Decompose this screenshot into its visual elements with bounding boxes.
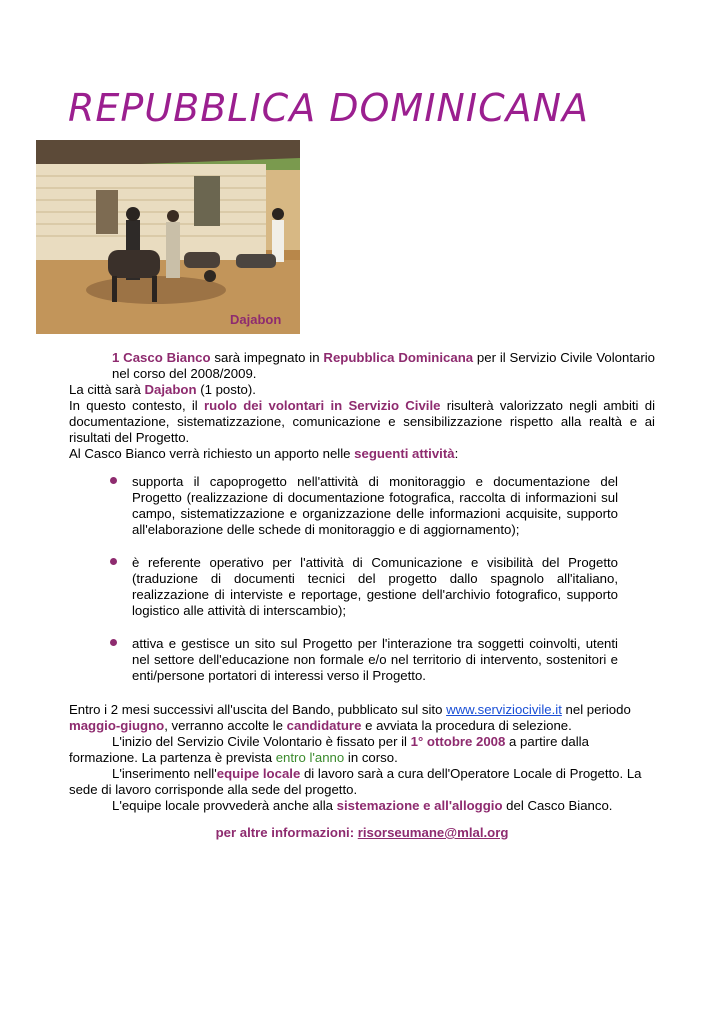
start-date-highlight: 1° ottobre 2008 [410,734,506,749]
selection-text: e avviata la procedura di selezione. [361,718,572,733]
selection-text: nel periodo [561,702,631,717]
lodging-paragraph [69,798,655,814]
activities-text: Al Casco Bianco verrà richiesto un apporto nelle [69,446,355,461]
selection-text: , verranno accolte le [164,718,287,733]
lodging-text: L'equipe locale provvederà anche alla [112,798,337,813]
selection-paragraph [69,702,655,734]
contact-label: per altre informazioni: [215,825,358,840]
bullet-icon [110,639,117,646]
activities-intro [69,446,655,462]
city-text: La città sarà [69,382,145,397]
equipe-highlight: equipe locale [216,766,301,781]
contact-line [0,825,724,840]
activities-list [110,474,618,701]
bullet-icon [110,558,117,565]
dajabon-street-photo [36,140,300,334]
intro-text: per il Servizio Civile Volontario nel corso del 2008/2009. [112,350,655,381]
activity-text: è referente operativo per l'attività di Comunicazione e visibilità del Progetto (traduzione di documenti tecnici del progetto dallo spagnolo all'italiano, realizzazione di interviste e reportage, gestione dell'archivio fotografico, supporto logistico alle attività di interscambio); [132,555,618,618]
page-title: REPUBBLICA DOMINICANA [68,86,590,130]
list-item [110,474,618,538]
list-item [110,636,618,684]
start-text: a partire dalla formazione. La partenza è prevista [69,734,589,765]
departure-highlight: entro l'anno [275,750,345,765]
context-text: risulterà valorizzato negli ambiti di documentazione, sistematizzazione, comunicazione e sensibilizzazione rispetto alla realtà e ai risultati del Progetto. [69,398,655,445]
start-paragraph [69,734,655,766]
equipe-text: di lavoro sarà a cura dell'Operatore Locale di Progetto. La sede di lavoro corrisponde alla sede del progetto. [69,766,642,797]
activity-text: supporta il capoprogetto nell'attività di monitoraggio e documentazione del Progetto (realizzazione di documentazione fotografica, raccolta di informazioni sul campo, sistematizzazione e organizzazione delle informazioni acquisite, supporto all'elaborazione delle schede di monitoraggio e di aggiornamento); [132,474,618,537]
bullet-icon [110,477,117,484]
start-text: in corso. [344,750,398,765]
period-highlight: maggio-giugno [69,718,165,733]
equipe-text: L'inserimento nell' [112,766,217,781]
applications-highlight: candidature [286,718,362,733]
city-line [69,382,655,398]
start-text: L'inizio del Servizio Civile Volontario è fissato per il [112,734,411,749]
photo-caption: Dajabon [230,312,282,327]
lodging-text: del Casco Bianco. [502,798,613,813]
activity-text: attiva e gestisce un sito sul Progetto per l'interazione tra soggetti coinvolti, utenti nel settore dell'educazione non formale e/o nel territorio di intervento, sostenitori e enti/persone portatori di interessi verso il Progetto. [132,636,618,683]
city-text: (1 posto). [196,382,256,397]
intro-section [69,350,655,462]
lodging-highlight: sistemazione e all'alloggio [336,798,503,813]
equipe-paragraph [69,766,655,798]
activities-text: : [454,446,459,461]
context-paragraph [69,398,655,446]
volunteer-count: 1 Casco Bianco [112,350,211,365]
city-highlight: Dajabon [144,382,197,397]
selection-section [69,702,655,814]
activities-highlight: seguenti attività [354,446,455,461]
list-item [110,555,618,619]
role-highlight: ruolo dei volontari in Servizio Civile [204,398,441,413]
intro-text: sarà impegnato in [210,350,324,365]
email-link[interactable]: risorseumane@mlal.org [357,825,509,840]
website-link[interactable]: www.serviziocivile.it [446,702,562,717]
country-highlight: Repubblica Dominicana [323,350,474,365]
intro-paragraph [69,350,655,382]
context-text: In questo contesto, il [69,398,204,413]
selection-text: Entro i 2 mesi successivi all'uscita del Bando, pubblicato sul sito [69,702,447,717]
